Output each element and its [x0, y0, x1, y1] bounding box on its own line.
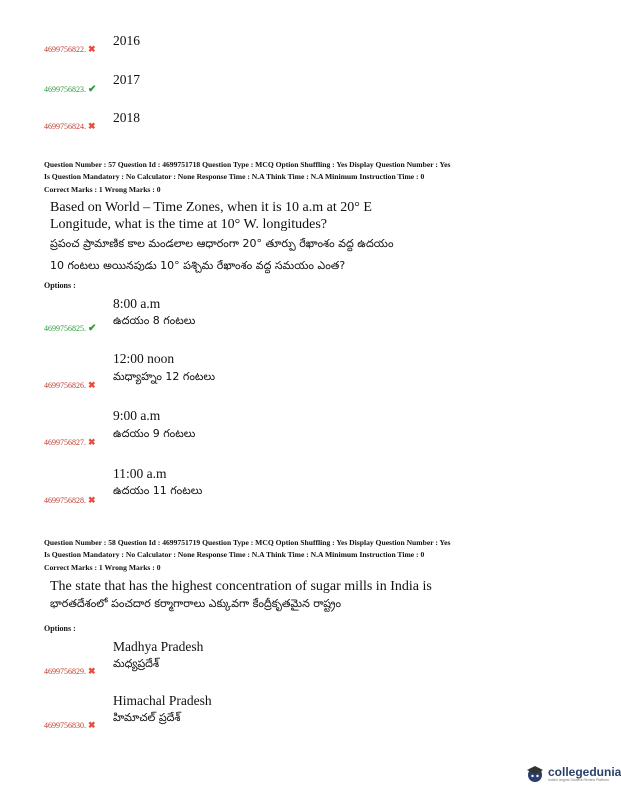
- option-id: 4699756828.: [44, 496, 86, 505]
- option-row-828: [44, 495, 96, 506]
- option-text-en: 12:00 noon: [113, 351, 175, 366]
- option-text-en: 8:00 a.m: [113, 296, 161, 311]
- question-text-en-2: Longitude, what is the time at 10° W. longitudes?: [50, 217, 328, 232]
- logo-text-block: [548, 766, 621, 782]
- option-row-825: [44, 323, 96, 334]
- question-meta-line1: Question Number : 57 Question Id : 4699751718 Question Type : MCQ Option Shuffling : Yes Display Question Number : Yes: [44, 160, 451, 169]
- logo-name: collegedunia: [548, 765, 621, 779]
- checkmark-icon: ✔: [88, 84, 97, 95]
- graduation-cap-icon: [525, 764, 545, 784]
- option-text: 2018: [113, 110, 140, 125]
- option-id: 4699756825.: [44, 324, 86, 333]
- question-text-te-2: 10 గంటలు అయినపుడు 10° పశ్చిమ రేఖాంశం వద్ద సమయం ఎంత?: [50, 259, 346, 272]
- option-id: 4699756826.: [44, 381, 86, 390]
- option-row-829: [44, 666, 96, 677]
- option-id: 4699756829.: [44, 667, 86, 676]
- option-id: 4699756822.: [44, 45, 86, 54]
- option-text-en: Madhya Pradesh: [113, 639, 204, 654]
- wrong-icon: ✖: [88, 121, 96, 131]
- option-text-en: 11:00 a.m: [113, 466, 167, 481]
- option-id: 4699756824.: [44, 122, 86, 131]
- option-id: 4699756827.: [44, 438, 86, 447]
- option-text-te: ఉదయం 9 గంటలు: [113, 427, 196, 440]
- question-meta-line2: Is Question Mandatory : No Calculator : None Response Time : N.A Think Time : N.A Minimum Instruction Time : 0: [44, 550, 425, 559]
- option-id: 4699756830.: [44, 721, 86, 730]
- question-text-en-1: The state that has the highest concentration of sugar mills in India is: [50, 579, 432, 594]
- options-label: Options :: [44, 281, 76, 290]
- wrong-icon: ✖: [88, 720, 96, 730]
- question-meta-line2: Is Question Mandatory : No Calculator : None Response Time : N.A Think Time : N.A Minimum Instruction Time : 0: [44, 172, 425, 181]
- option-text-te: మధ్యాహ్నం 12 గంటలు: [113, 370, 215, 383]
- wrong-icon: ✖: [88, 437, 96, 447]
- wrong-icon: ✖: [88, 44, 96, 54]
- options-label: Options :: [44, 624, 76, 633]
- wrong-icon: ✖: [88, 495, 96, 505]
- question-marks: Correct Marks : 1 Wrong Marks : 0: [44, 563, 161, 572]
- wrong-icon: ✖: [88, 380, 96, 390]
- option-row-830: [44, 720, 96, 731]
- option-row-823: [44, 84, 96, 95]
- logo-tagline: India's largest Student Review Platform: [548, 778, 609, 782]
- question-text-te-1: భారతదేశంలో పంచదార కర్మాగారాలు ఎక్కువగా కేంద్రీకృతమైన రాష్ట్రం: [50, 597, 342, 610]
- option-text-te: హిమాచల్ ప్రదేశ్: [113, 711, 181, 724]
- option-row-827: [44, 437, 96, 448]
- question-meta-line1: Question Number : 58 Question Id : 4699751719 Question Type : MCQ Option Shuffling : Yes Display Question Number : Yes: [44, 538, 451, 547]
- option-text-te: ఉదయం 8 గంటలు: [113, 314, 196, 327]
- checkmark-icon: ✔: [88, 323, 97, 334]
- option-text: 2016: [113, 33, 140, 48]
- option-text: 2017: [113, 72, 140, 87]
- question-text-te-1: ప్రపంచ ప్రామాణిక కాల మండలాల ఆధారంగా 20° తూర్పు రేఖాంశం వద్ద ఉదయం: [50, 237, 394, 250]
- collegedunia-logo: [525, 764, 621, 784]
- question-marks: Correct Marks : 1 Wrong Marks : 0: [44, 185, 161, 194]
- option-text-te: మధ్యప్రదేశ్: [113, 657, 160, 670]
- question-text-en-1: Based on World – Time Zones, when it is 10 a.m at 20° E: [50, 200, 372, 215]
- option-text-en: 9:00 a.m: [113, 408, 161, 423]
- option-text-en: Himachal Pradesh: [113, 693, 212, 708]
- wrong-icon: ✖: [88, 666, 96, 676]
- option-id: 4699756823.: [44, 85, 86, 94]
- option-row-826: [44, 380, 96, 391]
- option-text-te: ఉదయం 11 గంటలు: [113, 484, 203, 497]
- option-row-822: [44, 44, 96, 55]
- option-row-824: [44, 121, 96, 132]
